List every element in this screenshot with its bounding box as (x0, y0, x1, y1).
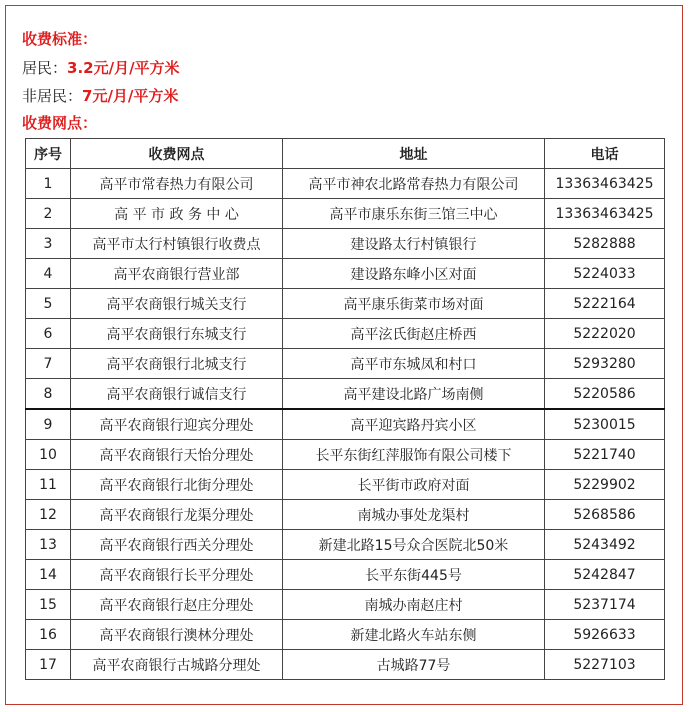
row-site: 高平农商银行天怡分理处 (71, 440, 283, 470)
table-row (26, 319, 665, 349)
row-address: 长平街市政府对面 (283, 470, 545, 500)
table-row (26, 530, 665, 560)
table-row (26, 590, 665, 620)
row-index: 8 (26, 379, 71, 410)
row-site: 高平农商银行长平分理处 (71, 560, 283, 590)
row-index: 11 (26, 470, 71, 500)
row-index: 10 (26, 440, 71, 470)
row-site: 高 平 市 政 务 中 心 (71, 199, 283, 229)
row-phone: 5229902 (545, 470, 665, 500)
nonresident-rate (22, 86, 178, 106)
table-row (26, 560, 665, 590)
table-row (26, 289, 665, 319)
row-index: 16 (26, 620, 71, 650)
row-site: 高平农商银行古城路分理处 (71, 650, 283, 680)
row-phone: 5221740 (545, 440, 665, 470)
row-address: 高平康乐街菜市场对面 (283, 289, 545, 319)
row-index: 3 (26, 229, 71, 259)
table-row (26, 440, 665, 470)
row-index: 7 (26, 349, 71, 379)
table-row (26, 229, 665, 259)
nonresident-value: 7元/月/平方米 (82, 87, 179, 105)
resident-rate (22, 58, 180, 78)
row-phone: 5222020 (545, 319, 665, 349)
fee-standard-heading: 收费标准： (22, 30, 98, 48)
row-address: 高平迎宾路丹宾小区 (283, 409, 545, 440)
row-index: 9 (26, 409, 71, 440)
row-phone: 5282888 (545, 229, 665, 259)
row-address: 新建北路15号众合医院北50米 (283, 530, 545, 560)
row-site: 高平农商银行城关支行 (71, 289, 283, 319)
row-index: 13 (26, 530, 71, 560)
row-index: 5 (26, 289, 71, 319)
row-phone: 5293280 (545, 349, 665, 379)
row-address: 长平东街红萍服饰有限公司楼下 (283, 440, 545, 470)
row-site: 高平农商银行西关分理处 (71, 530, 283, 560)
table-row (26, 650, 665, 680)
row-phone: 13363463425 (545, 169, 665, 199)
row-site: 高平市常春热力有限公司 (71, 169, 283, 199)
row-site: 高平市太行村镇银行收费点 (71, 229, 283, 259)
nonresident-label: 非居民： (22, 87, 83, 105)
row-phone: 5222164 (545, 289, 665, 319)
table-row (26, 259, 665, 289)
row-index: 4 (26, 259, 71, 289)
table-row (26, 349, 665, 379)
row-address: 高平泫氏街赵庄桥西 (283, 319, 545, 349)
table-row (26, 169, 665, 199)
row-site: 高平农商银行澳林分理处 (71, 620, 283, 650)
table-row (26, 379, 665, 410)
row-address: 高平市东城凤和村口 (283, 349, 545, 379)
row-address: 古城路77号 (283, 650, 545, 680)
header-site: 收费网点 (71, 139, 283, 169)
row-index: 14 (26, 560, 71, 590)
row-site: 高平农商银行诚信支行 (71, 379, 283, 410)
payment-sites-table (25, 138, 665, 680)
row-address: 高平市康乐东街三馆三中心 (283, 199, 545, 229)
row-phone: 5227103 (545, 650, 665, 680)
row-index: 17 (26, 650, 71, 680)
row-index: 1 (26, 169, 71, 199)
row-address: 南城办南赵庄村 (283, 590, 545, 620)
row-site: 高平农商银行龙渠分理处 (71, 500, 283, 530)
row-address: 高平建设北路广场南侧 (283, 379, 545, 410)
row-site: 高平农商银行赵庄分理处 (71, 590, 283, 620)
row-address: 南城办事处龙渠村 (283, 500, 545, 530)
row-phone: 5926633 (545, 620, 665, 650)
row-index: 12 (26, 500, 71, 530)
table-header-row (26, 139, 665, 169)
row-site: 高平农商银行东城支行 (71, 319, 283, 349)
row-site: 高平农商银行营业部 (71, 259, 283, 289)
payment-sites-heading: 收费网点： (22, 114, 98, 132)
table-row (26, 409, 665, 440)
row-address: 建设路东峰小区对面 (283, 259, 545, 289)
row-index: 6 (26, 319, 71, 349)
row-phone: 5243492 (545, 530, 665, 560)
table-row (26, 470, 665, 500)
row-site: 高平农商银行迎宾分理处 (71, 409, 283, 440)
table-row (26, 620, 665, 650)
row-address: 长平东街445号 (283, 560, 545, 590)
resident-value: 3.2元/月/平方米 (67, 59, 180, 77)
row-phone: 5220586 (545, 379, 665, 410)
header-index: 序号 (26, 139, 71, 169)
row-index: 15 (26, 590, 71, 620)
row-phone: 5242847 (545, 560, 665, 590)
row-phone: 5237174 (545, 590, 665, 620)
row-phone: 5230015 (545, 409, 665, 440)
header-address: 地址 (283, 139, 545, 169)
row-phone: 5268586 (545, 500, 665, 530)
row-address: 高平市神农北路常春热力有限公司 (283, 169, 545, 199)
row-address: 建设路太行村镇银行 (283, 229, 545, 259)
table-row (26, 199, 665, 229)
header-phone: 电话 (545, 139, 665, 169)
row-phone: 5224033 (545, 259, 665, 289)
row-address: 新建北路火车站东侧 (283, 620, 545, 650)
row-index: 2 (26, 199, 71, 229)
resident-label: 居民： (22, 59, 68, 77)
table-row (26, 500, 665, 530)
row-site: 高平农商银行北城支行 (71, 349, 283, 379)
row-site: 高平农商银行北街分理处 (71, 470, 283, 500)
row-phone: 13363463425 (545, 199, 665, 229)
